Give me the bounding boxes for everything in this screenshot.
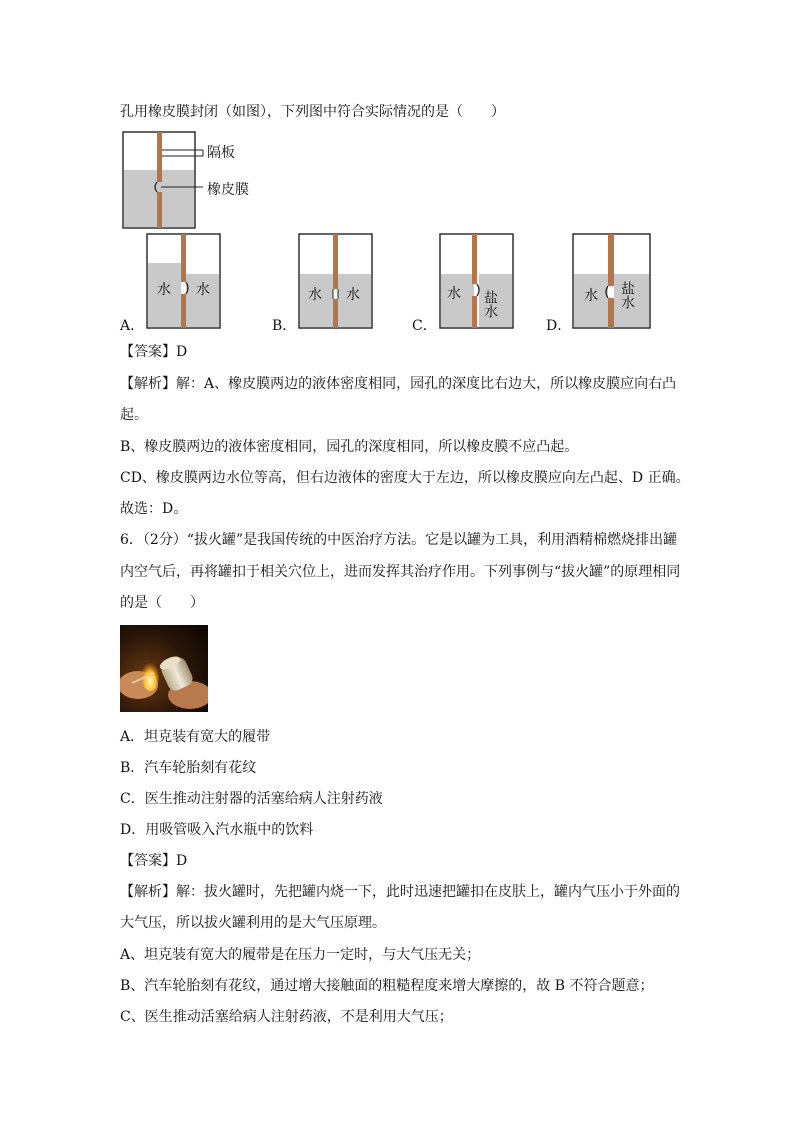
q5-option-d-figure [571,232,653,330]
q6-analysis-line: 【解析】解：拔火罐时，先把罐内烧一下，此时迅速把罐扣在皮肤上，罐内气压小于外面的 [120,884,680,900]
q6-analysis-line: C、医生推动活塞给病人注射药液，不是利用大气压； [120,1009,453,1025]
q5-option-c-letter: C． [412,318,437,334]
q5-option-a-figure [145,232,223,330]
q5-c-left-liquid: 水 [447,286,461,302]
q5-analysis-line: B、橡皮膜两边的液体密度相同，园孔的深度相同，所以橡皮膜不应凸起。 [120,439,579,455]
q6-stem-line: 的是（ ） [120,595,204,611]
q5-stem: 孔用橡皮膜封闭（如图），下列图中符合实际情况的是（ ） [120,104,505,120]
q6-analysis-line: B、汽车轮胎刻有花纹，通过增大接触面的粗糙程度来增大摩擦的，故 B 不符合题意； [120,978,654,994]
q6-answer: 【答案】D [120,853,188,869]
q5-b-left-liquid: 水 [308,287,322,303]
q5-analysis-line: 故选：D。 [120,501,188,517]
q6-option-a: A．坦克装有宽大的履带 [120,729,271,745]
q5-option-d-letter: D． [546,318,572,334]
q5-analysis-line: CD、橡皮膜两边水位等高，但右边液体的密度大于左边，所以橡皮膜应向左凸起、D 正确。 [120,470,690,486]
q6-option-c: C．医生推动注射器的活塞给病人注射药液 [120,791,383,807]
q5-a-left-liquid: 水 [157,282,171,298]
q5-d-left-liquid: 水 [584,288,598,304]
q6-option-b: B．汽车轮胎刻有花纹 [120,760,257,776]
q6-analysis-line: 大气压，所以拔火罐利用的是大气压原理。 [120,915,386,931]
q5-option-c-figure [438,232,516,330]
q5-b-right-liquid: 水 [346,287,360,303]
q5-analysis-line: 【解析】解：A、橡皮膜两边的液体密度相同，园孔的深度比右边大，所以橡皮膜应向右凸 [120,376,677,392]
q6-option-d: D．用吸管吸入汽水瓶中的饮料 [120,822,314,838]
q6-stem-line: 内空气后，再将罐扣于相关穴位上，进而发挥其治疗作用。下列事例与“拔火罐”的原理相同 [120,564,681,580]
q5-a-right-liquid: 水 [196,282,210,298]
q5-option-b-figure [297,232,375,330]
label-membrane: 橡皮膜 [207,182,249,198]
q5-reference-figure [118,128,258,232]
q5-analysis-line: 起。 [120,407,148,423]
q5-answer: 【答案】D [120,344,188,360]
q5-option-a-letter: A． [120,318,145,334]
q6-cupping-photo [120,625,208,712]
q5-option-b-letter: B． [272,318,297,334]
q5-c-right-liquid: 盐水 [482,290,498,318]
q6-stem-line: 6．（2分）“拔火罐”是我国传统的中医治疗方法。它是以罐为工具，利用酒精棉燃烧排出罐 [120,532,678,548]
q6-analysis-line: A、坦克装有宽大的履带是在压力一定时，与大气压无关； [120,947,481,963]
q5-d-right-liquid: 盐水 [619,281,635,309]
label-partition: 隔板 [207,145,235,161]
